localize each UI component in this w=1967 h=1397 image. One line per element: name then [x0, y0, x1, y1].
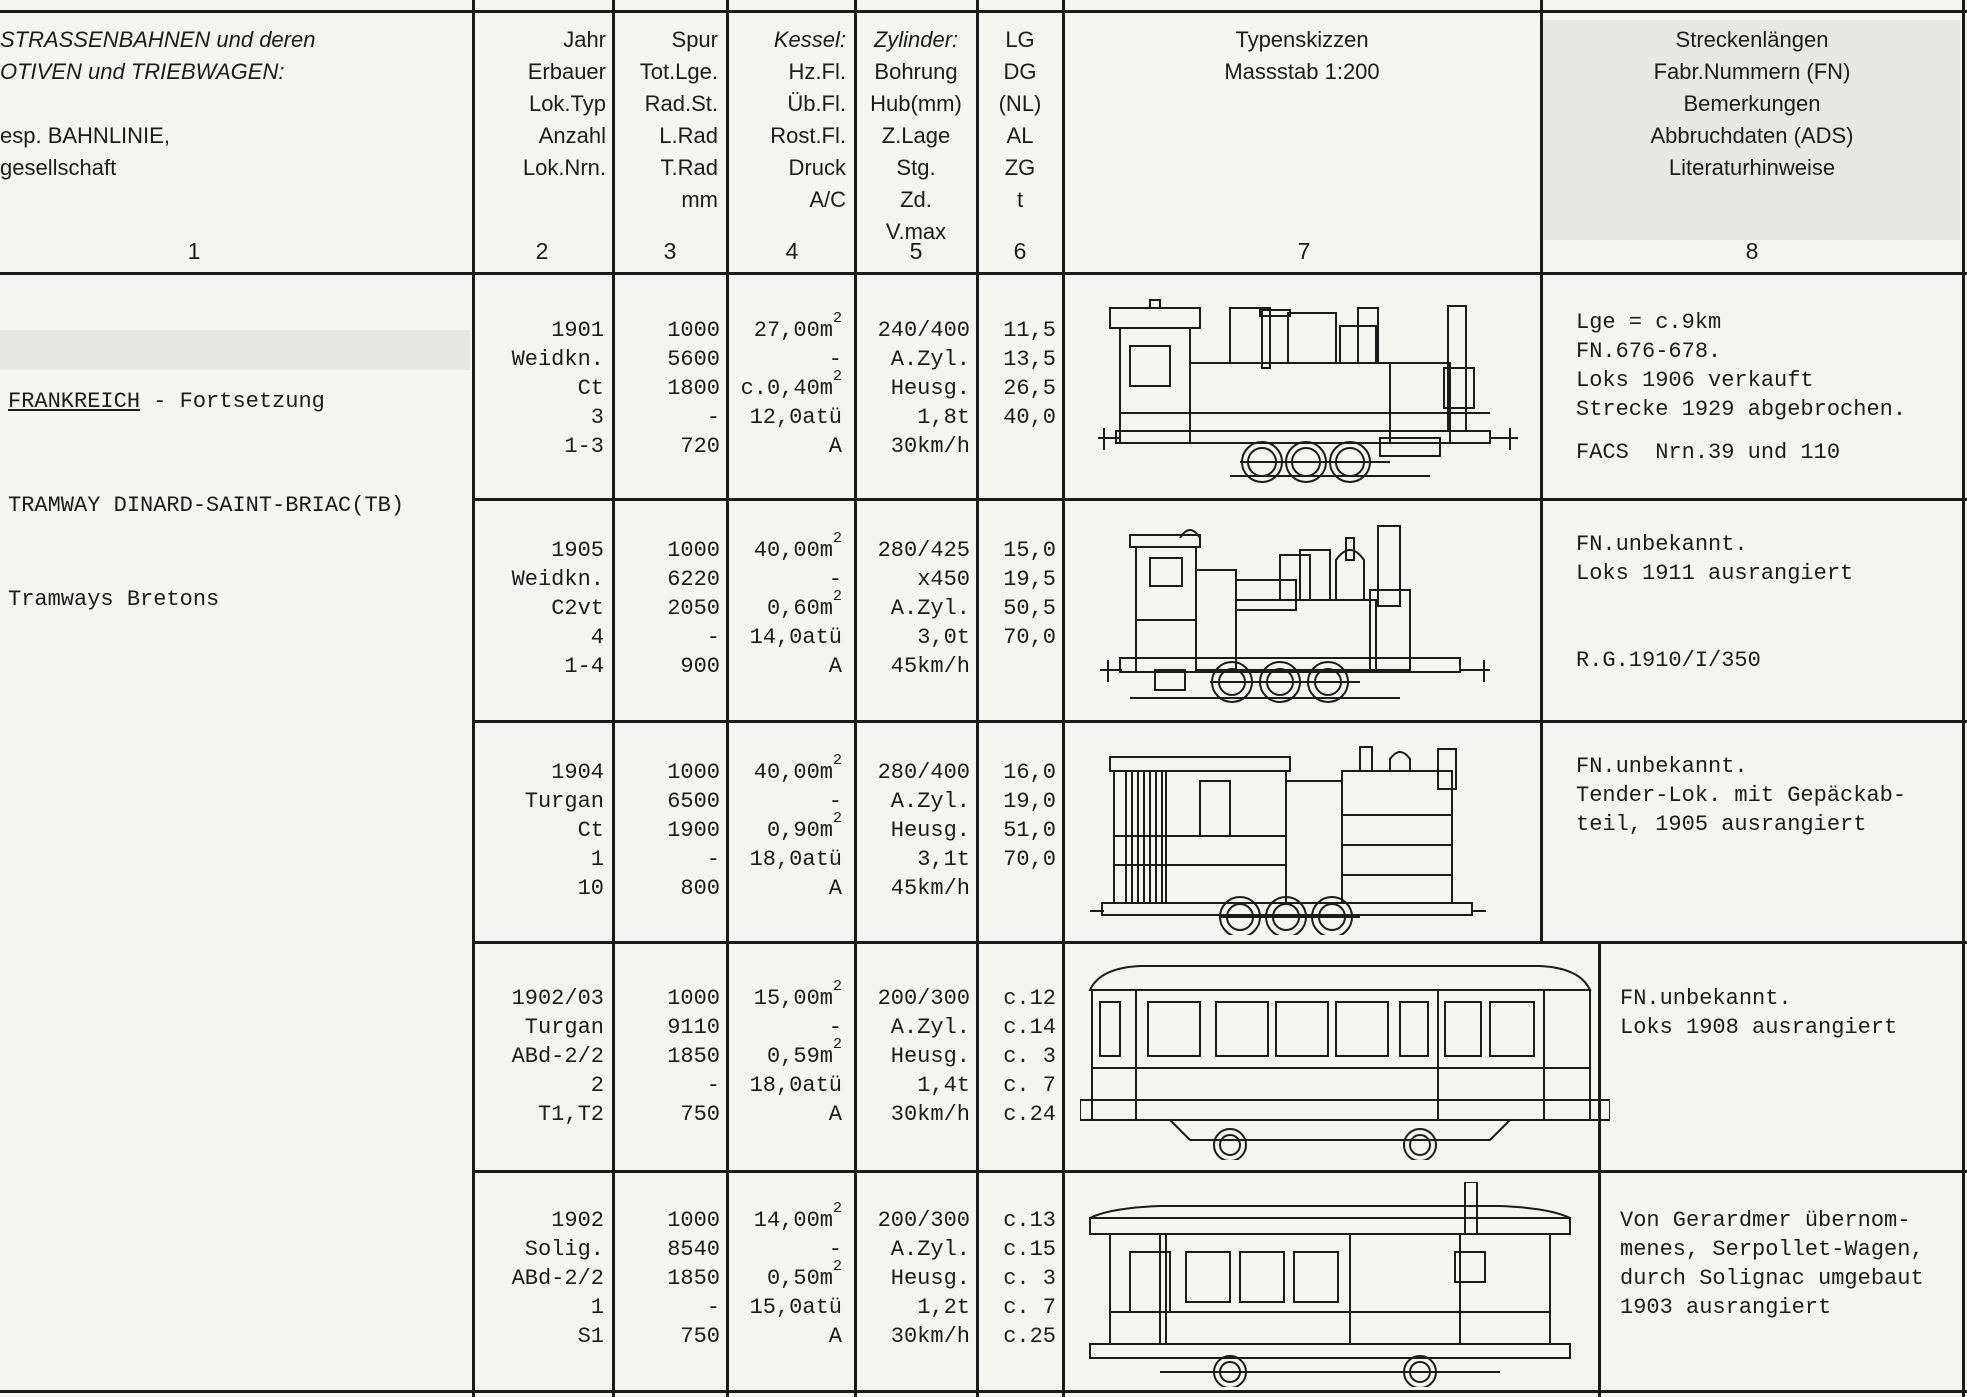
header-col3-line: Rad.St. [644, 91, 718, 116]
table-cell: $15,00m^2$ [753, 977, 842, 1011]
steam-railcar-sketch [1080, 960, 1610, 1160]
header-col5-line: Bohrung [874, 59, 958, 84]
row-col5 [858, 316, 970, 461]
column-number: 6 [1013, 238, 1027, 264]
table-cell: 1905 [551, 538, 604, 563]
header-col1 [0, 24, 470, 184]
note-line: teil, 1905 ausrangiert [1576, 812, 1867, 837]
header-col3-line: Tot.Lge. [639, 59, 718, 84]
row-col5 [858, 1206, 970, 1351]
table-cell: 280/425 [877, 538, 970, 563]
note-line: FN.unbekannt. [1576, 754, 1748, 779]
row-col4 [730, 977, 842, 1129]
table-cell: 15,0 [1003, 538, 1056, 563]
row-rule [472, 941, 1967, 944]
row-col2 [478, 758, 604, 903]
section-country: FRANKREICH [8, 389, 141, 414]
table-cell: 1850 [667, 1266, 720, 1291]
header-col7-line: Massstab 1:200 [1224, 59, 1380, 84]
table-cell: 45km/h [890, 654, 970, 679]
table-cell: 4 [590, 625, 604, 650]
table-cell: C2vt [551, 596, 604, 621]
header-col3-line: mm [681, 187, 718, 212]
column-number: 7 [1297, 238, 1311, 264]
table-cell: 750 [680, 1324, 720, 1349]
table-cell: 5600 [667, 347, 720, 372]
column-divider [472, 0, 475, 1397]
note-line: menes, Serpollet-Wagen, [1620, 1237, 1924, 1262]
row-notes [1620, 984, 1897, 1042]
header-col4-line: Druck [788, 155, 846, 180]
header-col4 [728, 24, 846, 216]
row-col3 [618, 984, 720, 1129]
note-line: FN.unbekannt. [1576, 532, 1748, 557]
note-line: Loks 1908 ausrangiert [1620, 1015, 1898, 1040]
header-col8-line: Fabr.Nummern (FN) [1653, 59, 1851, 84]
table-cell: - [828, 347, 842, 372]
table-cell: Weidkn. [511, 347, 604, 372]
table-cell: 900 [680, 654, 720, 679]
header-col4-line: Kessel: [773, 27, 846, 52]
header-col6-line: (NL) [998, 91, 1042, 116]
table-cell: 1850 [667, 1044, 720, 1069]
table-cell: 18,0atü [749, 847, 842, 872]
table-cell: 1904 [551, 760, 604, 785]
table-cell: c.14 [1003, 1015, 1056, 1040]
header-col7-line: Typenskizzen [1235, 27, 1369, 52]
table-cell: $0,50m^2$ [766, 1257, 842, 1291]
table-cell: $27,00m^2$ [753, 309, 842, 343]
note-line: Von Gerardmer übernom- [1620, 1208, 1911, 1233]
table-cell: 51,0 [1003, 818, 1056, 843]
header-col6-line: ZG [1004, 155, 1036, 180]
note-line: 1903 ausrangiert [1620, 1295, 1832, 1320]
table-cell: T1,T2 [537, 1102, 604, 1127]
header-col2-line: Jahr [563, 27, 606, 52]
header-col1-line: STRASSENBAHNEN und deren [0, 27, 316, 52]
table-cell: Heusg. [890, 1266, 970, 1291]
table-cell: c.24 [1003, 1102, 1056, 1127]
table-cell: Turgan [524, 789, 604, 814]
note-line: Strecke 1929 abgebrochen. [1576, 397, 1907, 422]
row-col5 [858, 758, 970, 903]
row-col4 [730, 1199, 842, 1351]
header-col2-line: Lok.Typ [528, 91, 606, 116]
table-cell: c. 7 [1003, 1073, 1056, 1098]
header-col5-line: V.max [885, 219, 947, 244]
table-cell: 1-3 [564, 434, 604, 459]
table-cell: A [828, 1102, 842, 1127]
table-cell: 3 [590, 405, 604, 430]
column-number: 4 [785, 238, 799, 264]
table-cell: A [828, 1324, 842, 1349]
table-cell: A.Zyl. [890, 1237, 970, 1262]
table-cell: 70,0 [1003, 847, 1056, 872]
table-cell: $40,00m^2$ [753, 751, 842, 785]
row-col3 [618, 316, 720, 461]
row-col6 [980, 316, 1056, 432]
table-cell: 26,5 [1003, 376, 1056, 401]
table-cell: $0,59m^2$ [766, 1035, 842, 1069]
table-cell: 16,0 [1003, 760, 1056, 785]
header-col4-line: Üb.Fl. [787, 91, 846, 116]
table-cell: 750 [680, 1102, 720, 1127]
column-number: 8 [1745, 238, 1759, 264]
table-cell: 12,0atü [749, 405, 842, 430]
header-col1-line: esp. BAHNLINIE, [0, 123, 170, 148]
table-cell: 800 [680, 876, 720, 901]
table-cell: 1902/03 [511, 986, 604, 1011]
header-col4-line: Hz.Fl. [788, 59, 846, 84]
table-cell: $0,60m^2$ [766, 587, 842, 621]
table-cell: 1000 [667, 1208, 720, 1233]
row-col2 [478, 1206, 604, 1351]
header-col5 [856, 24, 976, 248]
table-cell: 45km/h [890, 876, 970, 901]
row-col4 [730, 309, 842, 461]
note-line: Loks 1906 verkauft [1576, 368, 1814, 393]
header-col5-line: Hub(mm) [870, 91, 962, 116]
row-col6 [980, 758, 1056, 874]
header-top-rule [0, 10, 1967, 13]
row-col2 [478, 984, 604, 1129]
table-cell: A [828, 434, 842, 459]
row-notes [1576, 530, 1853, 675]
table-cell: ABd-2/2 [511, 1266, 604, 1291]
header-col2-line: Anzahl [538, 123, 606, 148]
table-cell: 1000 [667, 318, 720, 343]
column-divider [1962, 0, 1965, 1397]
table-cell: - [828, 1237, 842, 1262]
table-cell: 10 [577, 876, 604, 901]
table-cell: $14,00m^2$ [753, 1199, 842, 1233]
table-cell: 280/400 [877, 760, 970, 785]
row-rule [472, 498, 1967, 501]
section-label [8, 322, 404, 678]
header-col8-line: Abbruchdaten (ADS) [1650, 123, 1854, 148]
header-col3-line: Spur [671, 27, 718, 52]
header-col5-line: Stg. [896, 155, 936, 180]
table-cell: 1901 [551, 318, 604, 343]
table-cell: A.Zyl. [890, 1015, 970, 1040]
table-cell: A.Zyl. [890, 596, 970, 621]
table-cell: 2050 [667, 596, 720, 621]
table-cell: A.Zyl. [890, 347, 970, 372]
table-cell: - [828, 567, 842, 592]
header-col1-line: gesellschaft [0, 155, 117, 180]
table-cell: Heusg. [890, 1044, 970, 1069]
header-col6-line: LG [1005, 27, 1035, 52]
table-cell: c. 3 [1003, 1044, 1056, 1069]
note-line: FACS Nrn.39 und 110 [1576, 440, 1841, 465]
table-cell: - [828, 1015, 842, 1040]
table-cell: 11,5 [1003, 318, 1056, 343]
row-col5 [858, 984, 970, 1129]
table-cell: 6500 [667, 789, 720, 814]
row-col6 [980, 536, 1056, 652]
row-notes [1576, 308, 1906, 467]
table-cell: $40,00m^2$ [753, 529, 842, 563]
header-col4-line: Rost.Fl. [770, 123, 846, 148]
table-cell: - [706, 847, 720, 872]
table-cell: 1 [590, 1295, 604, 1320]
header-col1-line: OTIVEN und TRIEBWAGEN: [0, 59, 285, 84]
note-line: FN.unbekannt. [1620, 986, 1792, 1011]
header-col3 [614, 24, 718, 216]
header-col4-line: A/C [809, 187, 846, 212]
row-col5 [858, 536, 970, 681]
header-col5-line: Zylinder: [873, 27, 959, 52]
table-cell: - [828, 789, 842, 814]
note-line: durch Solignac umgebaut [1620, 1266, 1924, 1291]
table-cell: c. 3 [1003, 1266, 1056, 1291]
table-cell: - [706, 625, 720, 650]
table-cell: 50,5 [1003, 596, 1056, 621]
header-col6 [978, 24, 1062, 216]
row-col2 [478, 316, 604, 461]
table-cell: 1900 [667, 818, 720, 843]
table-cell: 1,8t [917, 405, 970, 430]
column-number: 1 [187, 238, 201, 264]
table-cell: x450 [917, 567, 970, 592]
table-cell: 30km/h [890, 1324, 970, 1349]
table-cell: 1800 [667, 376, 720, 401]
header-col7 [1064, 24, 1540, 88]
row-rule [472, 1170, 1967, 1173]
luggage-tender-locomotive-sketch [1090, 735, 1530, 935]
header-col6-line: t [1016, 187, 1024, 212]
table-cell: 1,4t [917, 1073, 970, 1098]
row-col6 [980, 984, 1056, 1129]
table-cell: Weidkn. [511, 567, 604, 592]
table-cell: 40,0 [1003, 405, 1056, 430]
column-number: 5 [909, 238, 923, 264]
table-cell: c. 7 [1003, 1295, 1056, 1320]
note-line: R.G.1910/I/350 [1576, 648, 1761, 673]
header-col5-line: Z.Lage [881, 123, 951, 148]
serpollet-railcar-sketch [1080, 1182, 1580, 1387]
header-col6-line: AL [1006, 123, 1034, 148]
table-cell: 1902 [551, 1208, 604, 1233]
column-number: 3 [663, 238, 677, 264]
note-line: Tender-Lok. mit Gepäckab- [1576, 783, 1907, 808]
row-col3 [618, 536, 720, 681]
table-cell: c.15 [1003, 1237, 1056, 1262]
table-cell: S1 [577, 1324, 604, 1349]
table-cell: 1000 [667, 986, 720, 1011]
row-col4 [730, 529, 842, 681]
table-cell: $c.0,40m^2$ [740, 367, 842, 401]
header-col8-line: Bemerkungen [1683, 91, 1821, 116]
table-cell: 3,1t [917, 847, 970, 872]
table-cell: Heusg. [890, 376, 970, 401]
table-cell: c.12 [1003, 986, 1056, 1011]
table-cell: 19,0 [1003, 789, 1056, 814]
row-col3 [618, 1206, 720, 1351]
table-cell: 2 [590, 1073, 604, 1098]
row-col2 [478, 536, 604, 681]
table-cell: 1000 [667, 538, 720, 563]
header-col8-line: Streckenlängen [1675, 27, 1829, 52]
note-line: Loks 1911 ausrangiert [1576, 561, 1854, 586]
table-cell: c.13 [1003, 1208, 1056, 1233]
table-cell: c.25 [1003, 1324, 1056, 1349]
header-col3-line: L.Rad [659, 123, 718, 148]
tank-locomotive-sketch [1090, 288, 1530, 488]
note-line: Lge = c.9km [1576, 310, 1722, 335]
table-cell: Heusg. [890, 818, 970, 843]
header-col5-line: Zd. [900, 187, 932, 212]
table-cell: 3,0t [917, 625, 970, 650]
table-cell: - [706, 405, 720, 430]
tank-locomotive-sketch [1100, 510, 1530, 710]
table-cell: - [706, 1295, 720, 1320]
table-cell: 6220 [667, 567, 720, 592]
table-cell: A [828, 876, 842, 901]
table-cell: 8540 [667, 1237, 720, 1262]
table-cell: 14,0atü [749, 625, 842, 650]
table-cell: 13,5 [1003, 347, 1056, 372]
header-col2 [474, 24, 606, 184]
table-cell: 240/400 [877, 318, 970, 343]
table-cell: ABd-2/2 [511, 1044, 604, 1069]
table-cell: A [828, 654, 842, 679]
row-rule [472, 720, 1967, 723]
header-col6-line: DG [1003, 59, 1037, 84]
note-line: FN.676-678. [1576, 339, 1722, 364]
table-cell: Turgan [524, 1015, 604, 1040]
row-col3 [618, 758, 720, 903]
table-cell: 720 [680, 434, 720, 459]
column-divider [1062, 0, 1065, 1397]
section-line-name: TRAMWAY DINARD-SAINT-BRIAC(TB) [8, 493, 405, 518]
table-cell: 18,0atü [749, 1073, 842, 1098]
table-cell: 200/300 [877, 1208, 970, 1233]
table-cell: 1,2t [917, 1295, 970, 1320]
table-cell: 30km/h [890, 1102, 970, 1127]
table-cell: A.Zyl. [890, 789, 970, 814]
column-number: 2 [535, 238, 549, 264]
header-col2-line: Erbauer [527, 59, 606, 84]
table-cell: Ct [577, 376, 604, 401]
section-operator: Tramways Bretons [8, 587, 220, 612]
page-bottom-rule [0, 1390, 1967, 1393]
row-notes [1620, 1206, 1924, 1322]
table-cell: 70,0 [1003, 625, 1056, 650]
header-bottom-rule [0, 272, 1967, 275]
table-cell: 200/300 [877, 986, 970, 1011]
table-cell: 1000 [667, 760, 720, 785]
section-country-suffix: - Fortsetzung [140, 389, 325, 414]
row-col4 [730, 751, 842, 903]
header-col8-line: Literaturhinweise [1668, 155, 1836, 180]
row-col6 [980, 1206, 1056, 1351]
table-cell: Ct [577, 818, 604, 843]
header-col3-line: T.Rad [660, 155, 718, 180]
table-cell: 15,0atü [749, 1295, 842, 1320]
header-col8 [1542, 24, 1962, 184]
header-col2-line: Lok.Nrn. [522, 155, 606, 180]
table-cell: Solig. [524, 1237, 604, 1262]
table-cell: 1 [590, 847, 604, 872]
table-cell: $0,90m^2$ [766, 809, 842, 843]
table-cell: 1-4 [564, 654, 604, 679]
table-cell: - [706, 1073, 720, 1098]
table-cell: 30km/h [890, 434, 970, 459]
row-notes [1576, 752, 1906, 839]
table-cell: 19,5 [1003, 567, 1056, 592]
table-cell: 9110 [667, 1015, 720, 1040]
